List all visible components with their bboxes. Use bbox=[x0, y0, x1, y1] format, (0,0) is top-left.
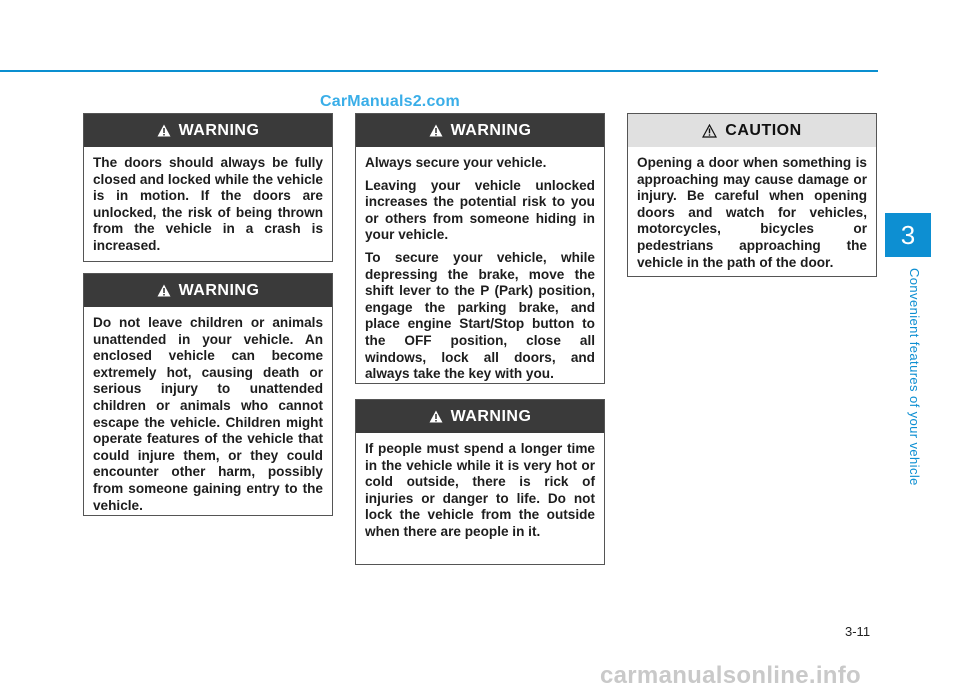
warning-box-secure-vehicle bbox=[355, 113, 605, 384]
warning-triangle-icon bbox=[429, 124, 443, 137]
warning-title: WARNING bbox=[178, 121, 260, 139]
caution-title: CAUTION bbox=[725, 121, 802, 139]
warning-text bbox=[84, 147, 332, 255]
warning-header bbox=[84, 274, 332, 307]
warning-paragraph: The doors should always be fully closed and locked while the vehicle is in motion. If the doors are unlocked, the risk of being thrown from the vehicle in a crash is increased. bbox=[93, 155, 323, 253]
chapter-title: Convenient features of your vehicle bbox=[907, 268, 922, 486]
chapter-tab: 3 bbox=[885, 213, 931, 257]
warning-header bbox=[84, 114, 332, 147]
page-number: 3-11 bbox=[845, 624, 871, 639]
warning-title: WARNING bbox=[450, 121, 532, 139]
caution-box-opening-door bbox=[627, 113, 877, 277]
warning-box-doors-closed bbox=[83, 113, 333, 262]
caution-paragraph: Opening a door when something is approaching may cause damage or injury. Be careful when opening doors and watch for vehicles, motorcycles, bicycles or pedestrians approaching the vehicle in the path of the door. bbox=[637, 155, 867, 270]
warning-paragraph: Leaving your vehicle unlocked increases the potential risk to you or others from someone hiding in your vehicle. bbox=[365, 177, 595, 243]
warning-box-people-inside bbox=[355, 399, 605, 565]
warning-text bbox=[356, 433, 604, 541]
warning-paragraph: Do not leave children or animals unattended in your vehicle. An enclosed vehicle can become extremely hot, causing death or serious injury to unattended children or animals who cannot escape the vehicle. Children might operate features of the vehicle that could injure them, or they could encounter other harm, possibly from someone gaining entry to the vehicle. bbox=[93, 315, 323, 513]
header-rule bbox=[0, 70, 878, 72]
warning-triangle-icon bbox=[157, 284, 171, 297]
warning-text bbox=[84, 307, 332, 514]
warning-triangle-icon bbox=[429, 410, 443, 423]
chapter-side-label bbox=[908, 268, 922, 498]
warning-box-children-animals bbox=[83, 273, 333, 516]
warning-header bbox=[356, 114, 604, 147]
caution-triangle-icon bbox=[702, 124, 717, 138]
watermark-top: CarManuals2.com bbox=[320, 93, 460, 110]
warning-text bbox=[356, 147, 604, 383]
warning-paragraph: Always secure your vehicle. bbox=[365, 155, 547, 170]
warning-title: WARNING bbox=[450, 407, 532, 425]
watermark-bottom: carmanualsonline.info bbox=[600, 662, 862, 689]
warning-paragraph: To secure your vehicle, while depressing the brake, move the shift lever to the P (Park) position, engage the parking brake, and place engine Start/Stop button to the OFF position, close all windows, lock all doors, and always take the key with you. bbox=[365, 249, 595, 382]
warning-header bbox=[356, 400, 604, 433]
warning-triangle-icon bbox=[157, 124, 171, 137]
caution-header bbox=[628, 114, 876, 147]
caution-text bbox=[628, 147, 876, 271]
warning-title: WARNING bbox=[178, 281, 260, 299]
warning-paragraph: If people must spend a longer time in the vehicle while it is very hot or cold outside, there is rick of injuries or danger to life. Do not lock the vehicle from the outside when there are people in it. bbox=[365, 441, 595, 539]
